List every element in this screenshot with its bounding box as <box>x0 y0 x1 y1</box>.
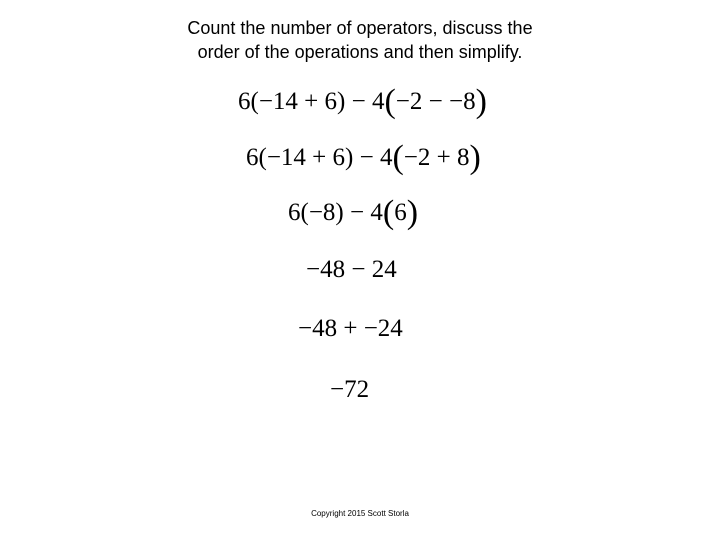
copyright-footer: Copyright 2015 Scott Storla <box>311 509 409 518</box>
step-1-close-paren: ) <box>475 83 487 120</box>
step-3-prefix: 6(−8) − 4 <box>288 199 383 226</box>
step-1-inner: −2 − −8 <box>395 88 476 115</box>
instructions-line-1: Count the number of operators, discuss the <box>187 18 533 38</box>
step-4-expression: −48 − 24 <box>306 256 397 283</box>
step-2-prefix: 6(−14 + 6) − 4 <box>246 144 393 171</box>
instructions-line-2: order of the operations and then simplify. <box>197 42 523 62</box>
instructions <box>0 16 720 64</box>
step-2-expression <box>246 139 481 176</box>
step-3-close-paren: ) <box>406 194 419 231</box>
step-1-expression <box>238 83 487 120</box>
step-1-prefix: 6(−14 + 6) − 4 <box>238 88 385 115</box>
step-1-open-paren: ( <box>384 83 396 120</box>
step-6-result: −72 <box>330 376 370 403</box>
step-2-close-paren: ) <box>469 139 481 176</box>
step-3-open-paren: ( <box>382 194 395 231</box>
step-3-inner: 6 <box>394 199 407 226</box>
step-2-inner: −2 + 8 <box>403 144 470 171</box>
step-3-expression <box>288 194 419 231</box>
step-5-expression: −48 + −24 <box>298 315 403 342</box>
step-2-open-paren: ( <box>392 139 404 176</box>
